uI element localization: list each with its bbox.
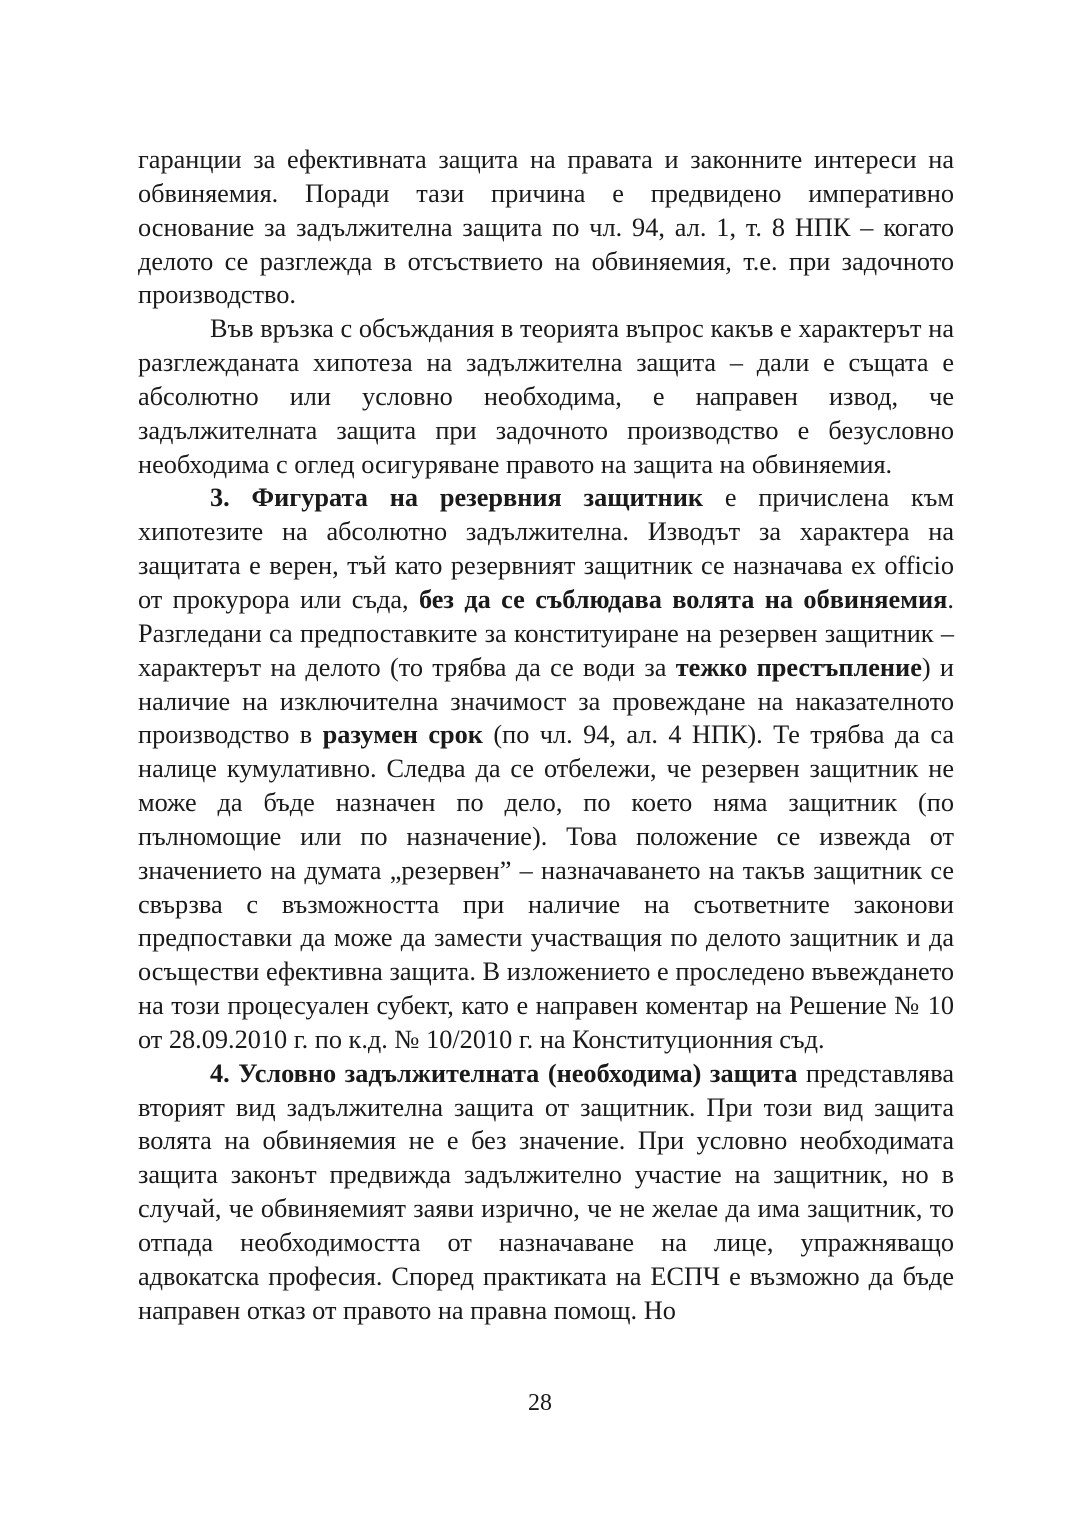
- bold-phrase: без да се съблюдава волята на обвиняемия: [418, 584, 948, 614]
- bold-phrase: тежко престъпление: [675, 652, 922, 682]
- paragraph-text: гаранции за ефективната защита на правата и законните интереси на обвиняемия. Поради тази причина е предвидено императивно основание за задължителна защита по чл. 94, ал. 1, т. 8 НПК – когато делото се разглежда в отсъствието на обвиняемия, т.е. при задочното производство.: [138, 145, 954, 310]
- paragraph-discussion: [138, 312, 954, 481]
- paragraph-continuation: [138, 143, 954, 312]
- section-heading-4: 4. Условно задължителната (необходима) защита: [210, 1058, 798, 1088]
- page-number: 28: [528, 1390, 552, 1416]
- page-body: [138, 143, 954, 1328]
- paragraph-text: . Разгледани са предпоставките за конституиране на резервен защитник – характерът на делото (то трябва да се води за: [138, 584, 954, 682]
- paragraph-text: (по чл. 94, ал. 4 НПК). Те трябва да са налице кумулативно. Следва да се отбележи, че резервен защитник не може да бъде назначен по дело, по което няма защитник (по пълномощие или по назначение). Това положение се извежда от значението на думата „резервен” – назначаването на такъв защитник се свързва с възможността при наличие на съответните законови предпоставки да може да замести участващия по делото защитник и да осъществи ефективна защита. В изложението е проследено въвеждането на този процесуален субект, като е направен коментар на Решение № 10 от 28.09.2010 г. по к.д. № 10/2010 г. на Конституционния съд.: [138, 720, 955, 1054]
- paragraph-text: е причислена към хипотезите на абсолютно задължителна. Изводът за характера на защитата е верен, тъй като резервният защитник се назначава ex officio от прокурора или съда,: [138, 483, 954, 614]
- paragraph-conditional-defense: [138, 1057, 954, 1328]
- paragraph-reserve-defender: [138, 481, 954, 1056]
- paragraph-text: ) и наличие на изключителна значимост за провеждане на наказателното производство в: [138, 652, 954, 750]
- paragraph-text: представлява вторият вид задължителна защита от защитник. При този вид защита волята на обвиняемия не е без значение. При условно необходимата защита законът предвижда задължително участие на защитник, но в случай, че обвиняемият заяви изрично, че не желае да има защитник, то отпада необходимостта от назначаване на лице, упражняващо адвокатска професия. Според практиката на ЕСПЧ е възможно да бъде направен отказ от правото на правна помощ. Но: [138, 1058, 954, 1325]
- bold-phrase: разумен срок: [322, 720, 483, 750]
- paragraph-text: Във връзка с обсъждания в теорията въпрос какъв е характерът на разглежданата хипотеза на задължителна защита – дали е същата е абсолютно или условно необходима, е направен извод, че задължителната защита при задочното производство е безусловно необходима с оглед осигуряване правото на защита на обвиняемия.: [138, 314, 954, 479]
- section-heading-3: 3. Фигурата на резервния защитник: [210, 483, 703, 513]
